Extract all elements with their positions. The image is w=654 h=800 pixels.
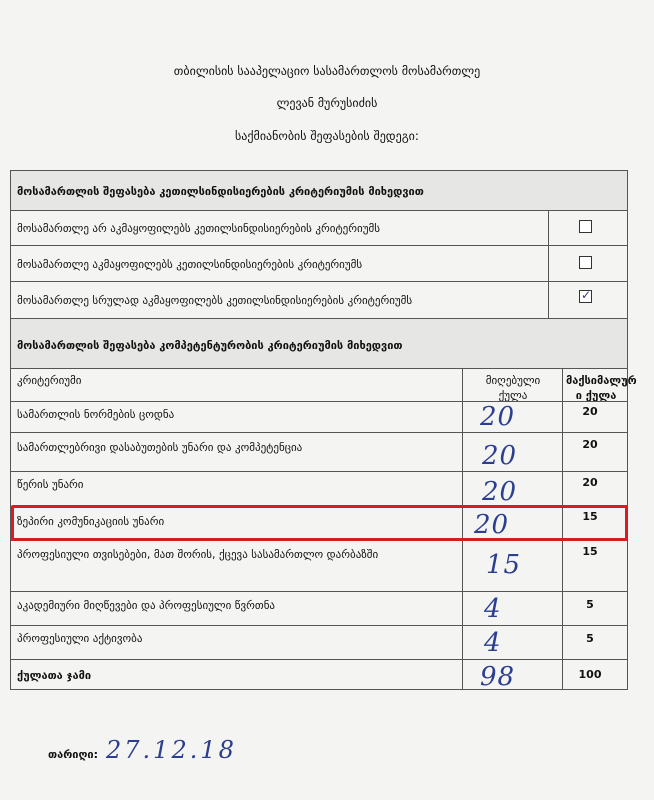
row-max: 15 xyxy=(582,545,598,558)
row-received: 4 xyxy=(484,594,502,624)
integrity-option-2: მოსამართლე აკმაყოფილებს კეთილსინდისიერების კრიტერიუმს xyxy=(17,258,363,271)
row-received: 15 xyxy=(486,550,522,580)
divider xyxy=(11,281,627,282)
max-header: მაქსიმალურ ი ქულა xyxy=(566,374,637,402)
divider xyxy=(11,401,627,402)
checkbox-fully-meets[interactable] xyxy=(579,290,592,303)
results-title: საქმიანობის შეფასების შედეგი: xyxy=(235,129,419,143)
row-max: 20 xyxy=(582,476,598,489)
row-received: 20 xyxy=(482,441,518,471)
judge-name: ლევან მურუსიძის xyxy=(276,96,378,110)
row-criterion: წერის უნარი xyxy=(17,478,84,491)
date-label: თარიღი: xyxy=(48,748,99,761)
row-received: 20 xyxy=(474,510,510,540)
row-max: 15 xyxy=(582,510,598,523)
row-max: 5 xyxy=(586,632,594,645)
row-received: 20 xyxy=(482,477,518,507)
divider xyxy=(11,659,627,660)
total-label: ქულათა ჯამი xyxy=(17,669,92,682)
section2-title: მოსამართლის შეფასება კომპეტენტურობის კრიტერიუმის მიხედვით xyxy=(17,339,403,352)
divider xyxy=(548,211,549,318)
court-title: თბილისის სააპელაციო სასამართლოს მოსამართლე xyxy=(173,64,481,78)
criterion-header: კრიტერიუმი xyxy=(17,374,82,387)
row-criterion: პროფესიული აქტივობა xyxy=(17,632,143,645)
integrity-option-1: მოსამართლე არ აკმაყოფილებს კეთილსინდისიერების კრიტერიუმს xyxy=(17,222,380,235)
row-max: 20 xyxy=(582,405,598,418)
date-value: 27.12.18 xyxy=(106,736,237,764)
row-criterion: აკადემიური მიღწევები და პროფესიული წვრთნა xyxy=(17,599,276,612)
divider xyxy=(11,625,627,626)
row-max: 5 xyxy=(586,598,594,611)
row-criterion: ზეპირი კომუნიკაციის უნარი xyxy=(17,515,165,528)
highlight-box xyxy=(11,505,628,541)
divider xyxy=(11,591,627,592)
checkbox-meets[interactable] xyxy=(579,256,592,269)
section1-title: მოსამართლის შეფასება კეთილსინდისიერების კრიტერიუმის მიხედვით xyxy=(17,185,424,198)
row-max: 20 xyxy=(582,438,598,451)
integrity-option-3: მოსამართლე სრულად აკმაყოფილებს კეთილსინდისიერების კრიტერიუმს xyxy=(17,294,413,307)
row-received: 20 xyxy=(480,402,516,432)
divider xyxy=(11,245,627,246)
check-mark-icon: ✓ xyxy=(581,288,592,302)
total-max: 100 xyxy=(578,668,602,681)
checkbox-not-meets[interactable] xyxy=(579,220,592,233)
divider xyxy=(11,471,627,472)
row-criterion: პროფესიული თვისებები, მათ შორის, ქცევა სასამართლო დარბაზში xyxy=(17,548,379,561)
received-header: მიღებული ქულა xyxy=(485,374,541,402)
row-received: 4 xyxy=(484,628,502,658)
row-criterion: სამართლის ნორმების ცოდნა xyxy=(17,408,175,421)
divider xyxy=(11,432,627,433)
total-received: 98 xyxy=(480,662,516,692)
row-criterion: სამართლებრივი დასაბუთების უნარი და კომპეტენცია xyxy=(17,441,303,454)
